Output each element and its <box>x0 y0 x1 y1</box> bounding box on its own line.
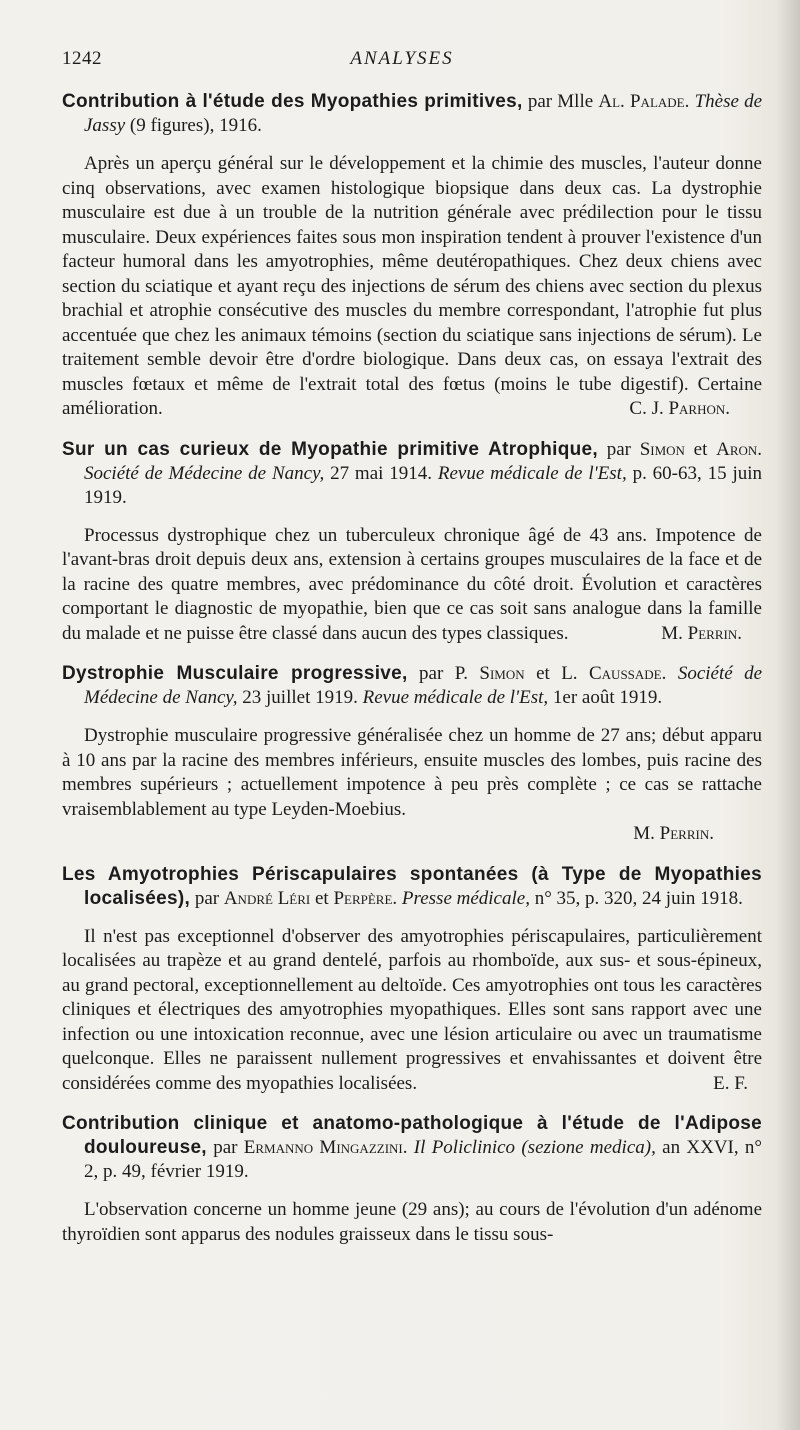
article-3 <box>62 662 762 847</box>
article-citation: Les Amyotrophies Périscapulaires spontanées (à Type de Myopathies localisées), par André Léri et Perpère. Presse médicale, n° 35, p. 320, 24 juin 1918. <box>62 863 762 909</box>
article-4 <box>62 863 762 1097</box>
page-number: 1242 <box>62 48 102 69</box>
article-citation: Sur un cas curieux de Myopathie primitive Atrophique, par Simon et Aron. Société de Médecine de Nancy, 27 mai 1914. Revue médicale de l'Est, p. 60-63, 15 juin 1919. <box>62 438 763 508</box>
source-details: an XXVI, n° 2, p. 49, février 1919. <box>84 1137 763 1182</box>
signature: M. Perrin. <box>661 622 742 644</box>
signature: E. F. <box>713 1072 748 1094</box>
article-5 <box>62 1112 762 1247</box>
article-title: Les Amyotrophies Périscapulaires spontanées (à Type de Myopathies localisées), <box>62 863 762 909</box>
article-body: Processus dystrophique chez un tuberculeux chronique âgé de 43 ans. Impotence de l'avant-bras droit depuis deux ans, extension à certains groupes musculaires de la face et de la racine des quatre membres, avec prédominance du côté droit. Évolution et caractères comportant le diagnostic de myopathie, bien que ce cas soit sans analogue dans la famille du malade et ne puisse être classé dans aucun des types classiques. M. Perrin. <box>62 524 762 647</box>
article-title: Contribution à l'étude des Myopathies primitives, <box>62 91 523 112</box>
author-name: Simon <box>639 438 685 460</box>
author-name: Simon <box>479 663 525 684</box>
page-content <box>62 90 762 1263</box>
source-details: p. 60-63, 15 juin 1919. <box>84 462 763 508</box>
article-citation: Contribution à l'étude des Myopathies primitives, par Mlle Al. Palade. Thèse de Jassy (9 figures), 1916. <box>62 91 763 136</box>
author-name: Caussade. <box>589 663 667 684</box>
source-title: Société de Médecine de Nancy, <box>84 663 763 708</box>
author-name: Perpère. <box>333 887 398 909</box>
author-name: André Léri <box>223 887 311 909</box>
article-body: Il n'est pas exceptionnel d'observer des amyotrophies périscapulaires, particulièrement localisées au trapèze et au grand dentelé, parfois au rhomboïde, aux sus- et sous-épineux, au grand pectoral, exceptionnellement au deltoïde. Ces amyotrophies ont tous les caractères cliniques et électriques des amyotrophies myopathiques. Elles sont sans rapport avec une infection ou une intoxication reconnue, avec une lésion articulaire ou avec un traumatisme quelconque. Elles ne paraissent nullement progressives et envahissantes et doivent être considérées comme des myopathies localisées. E. F. <box>62 925 762 1097</box>
source-title: Société de Médecine de Nancy, <box>84 462 325 484</box>
source-title: Revue médicale de l'Est, <box>362 687 549 708</box>
article-title: Dystrophie Musculaire progressive, <box>62 663 408 684</box>
article-body: Dystrophie musculaire progressive généralisée chez un homme de 27 ans; début apparu à 10 ans par la racine des membres inférieurs, ensuite muscles des lombes, puis racine des membres supérieurs ; actuellement impotence à peu près complète ; ce cas se rattache vraisemblablement au type Leyden-Moebius. <box>62 725 762 820</box>
signature: M. Perrin. <box>633 823 714 844</box>
signature: C. J. Parhon. <box>629 398 730 419</box>
author-name: Ermanno Mingazzini. <box>243 1137 408 1158</box>
source-title: Revue médicale de l'Est, <box>437 462 627 484</box>
signature-line <box>62 822 762 847</box>
source-details: (9 figures), 1916. <box>129 115 262 136</box>
article-2 <box>62 438 762 647</box>
article-body: Après un aperçu général sur le développement et la chimie des muscles, l'auteur donne cinq observations, avec examen histologique biopsique dans deux cas. La dystrophie musculaire est due à un trouble de la nutrition générale avec prédilection pour le tissu musculaire. Deux expériences faites sous mon inspiration tendent à prouver l'existence d'un facteur humoral dans les amyotrophies, même deutéropathiques. Chez deux chiens avec section du sciatique et ayant reçu des injections de sérum des chiens avec section du plexus brachial et atrophie consécutive des muscles du membre correspondant, l'atrophie fut plus accentuée que chez les animaux témoins (section du sciatique sans injections de sérum). Le traitement semble devoir être d'ordre biologique. Dans deux cas, on essaya l'extrait des muscles fœtaux et même de l'extrait total des fœtus (moins le tube digestif). Certaine amélioration. C. J. Parhon. <box>62 152 762 422</box>
source-title: Presse médicale, <box>401 887 530 909</box>
source-details: n° 35, p. 320, 24 juin 1918. <box>534 887 743 909</box>
article-body: L'observation concerne un homme jeune (29 ans); au cours de l'évolution d'un adénome thyroïdien sont apparus des nodules graisseux dans le tissu sous- <box>62 1199 762 1245</box>
article-title: Contribution clinique et anatomo-pathologique à l'étude de l'Adipose douloureuse, <box>62 1113 762 1158</box>
running-head: ANALYSES <box>350 48 454 69</box>
source-title: Thèse de Jassy <box>84 91 763 136</box>
source-title: Il Policlinico (sezione medica), <box>413 1137 656 1158</box>
page-header <box>62 48 742 78</box>
article-1 <box>62 90 762 422</box>
article-citation: Dystrophie Musculaire progressive, par P. Simon et L. Caussade. Société de Médecine de Nancy, 23 juillet 1919. Revue médicale de l'Est, 1er août 1919. <box>62 663 763 708</box>
article-title: Sur un cas curieux de Myopathie primitive Atrophique, <box>62 438 598 460</box>
source-details: 1er août 1919. <box>552 687 663 708</box>
author-name: Al. Palade. <box>598 91 690 112</box>
article-citation: Contribution clinique et anatomo-pathologique à l'étude de l'Adipose douloureuse, par Ermanno Mingazzini. Il Policlinico (sezione medica), an XXVI, n° 2, p. 49, février 1919. <box>62 1113 763 1182</box>
author-name: Aron. <box>716 438 763 460</box>
